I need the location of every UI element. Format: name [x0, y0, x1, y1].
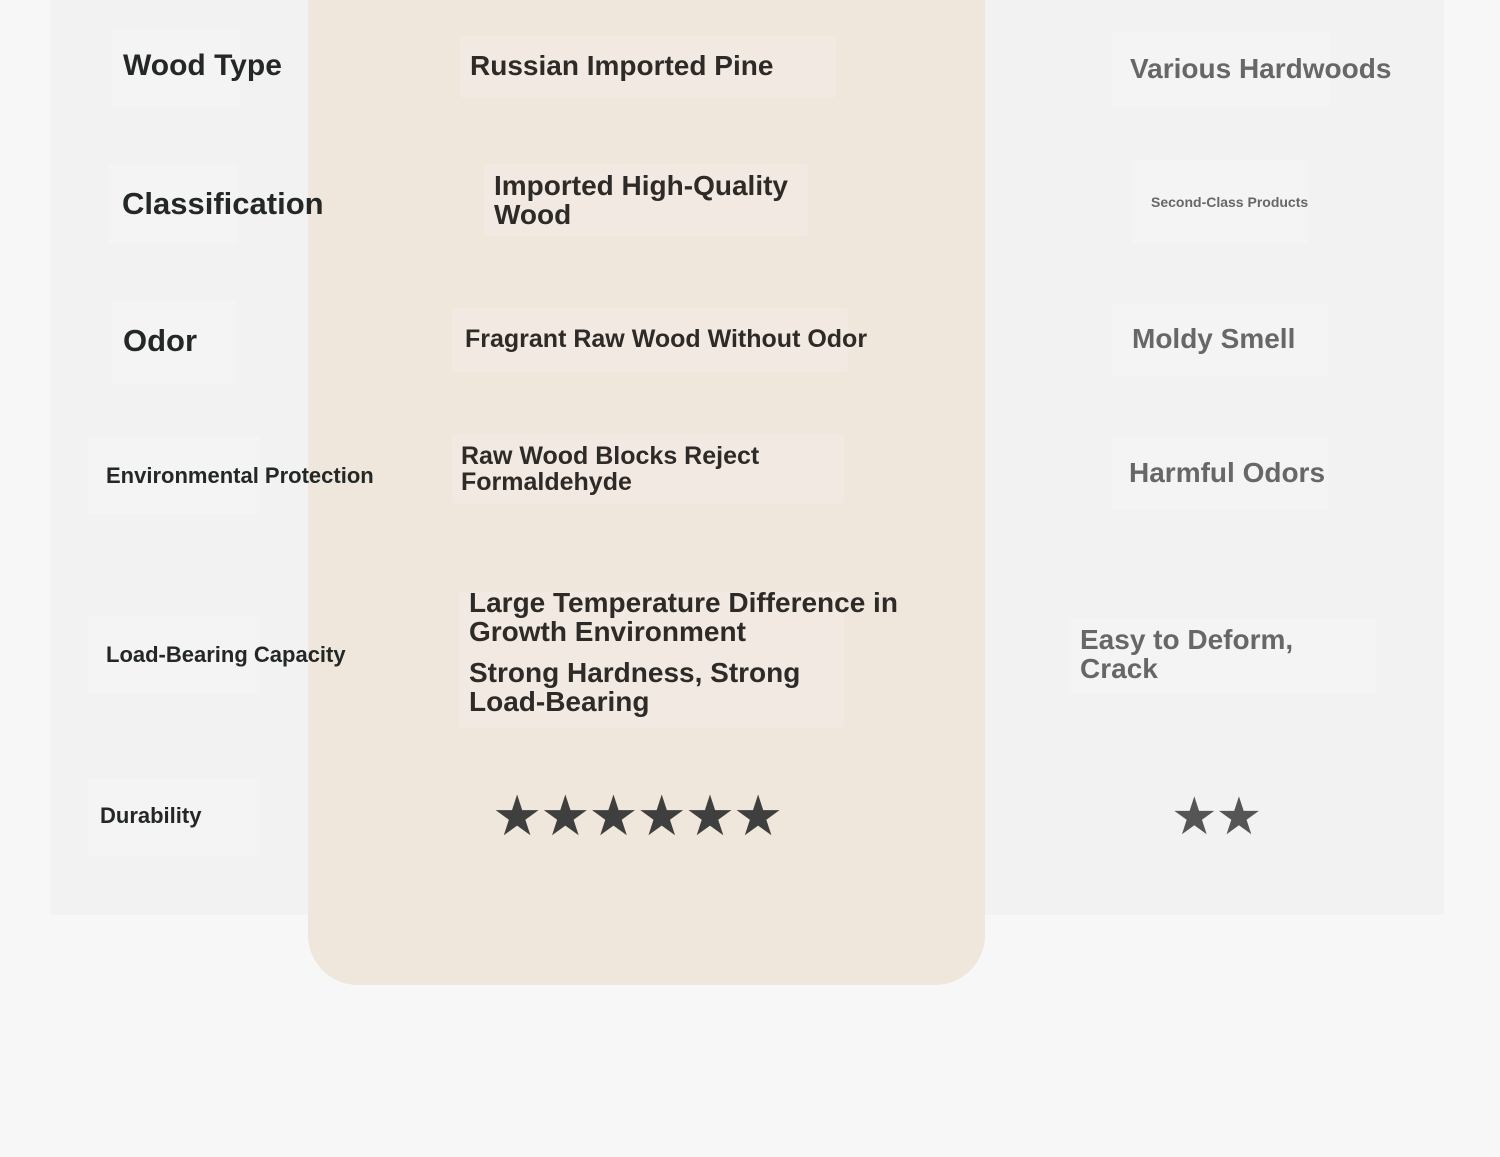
highlight-value-odor: Fragrant Raw Wood Without Odor [465, 325, 868, 353]
highlight-value-load-bearing-line-2: Strong Hardness, Strong Load-Bearing [469, 657, 801, 718]
highlight-value-environmental-protection: Raw Wood Blocks Reject Formaldehyde [461, 442, 760, 497]
row-label-wood-type: Wood Type [123, 49, 282, 82]
other-value-load-bearing: Easy to Deform, Crack [1080, 624, 1294, 685]
other-value-classification: Second-Class Products [1151, 194, 1309, 210]
row-label-environmental-protection: Environmental Protection [106, 463, 374, 488]
row-label-classification: Classification [122, 186, 324, 221]
other-value-wood-type: Various Hardwoods [1130, 53, 1392, 84]
durability-rating-stars-other: ★★ [1171, 787, 1261, 847]
other-value-environmental-protection: Harmful Odors [1129, 457, 1326, 488]
highlight-value-classification: Imported High-Quality Wood [494, 170, 788, 231]
highlight-value-load-bearing-line-1: Large Temperature Difference in Growth Environment [469, 587, 898, 648]
row-label-load-bearing-capacity: Load-Bearing Capacity [106, 642, 346, 667]
other-value-odor: Moldy Smell [1132, 323, 1296, 354]
durability-rating-stars: ★★★★★★ [492, 784, 782, 849]
row-label-odor: Odor [123, 323, 198, 358]
highlight-value-wood-type: Russian Imported Pine [470, 50, 774, 81]
row-label-durability: Durability [100, 803, 202, 828]
